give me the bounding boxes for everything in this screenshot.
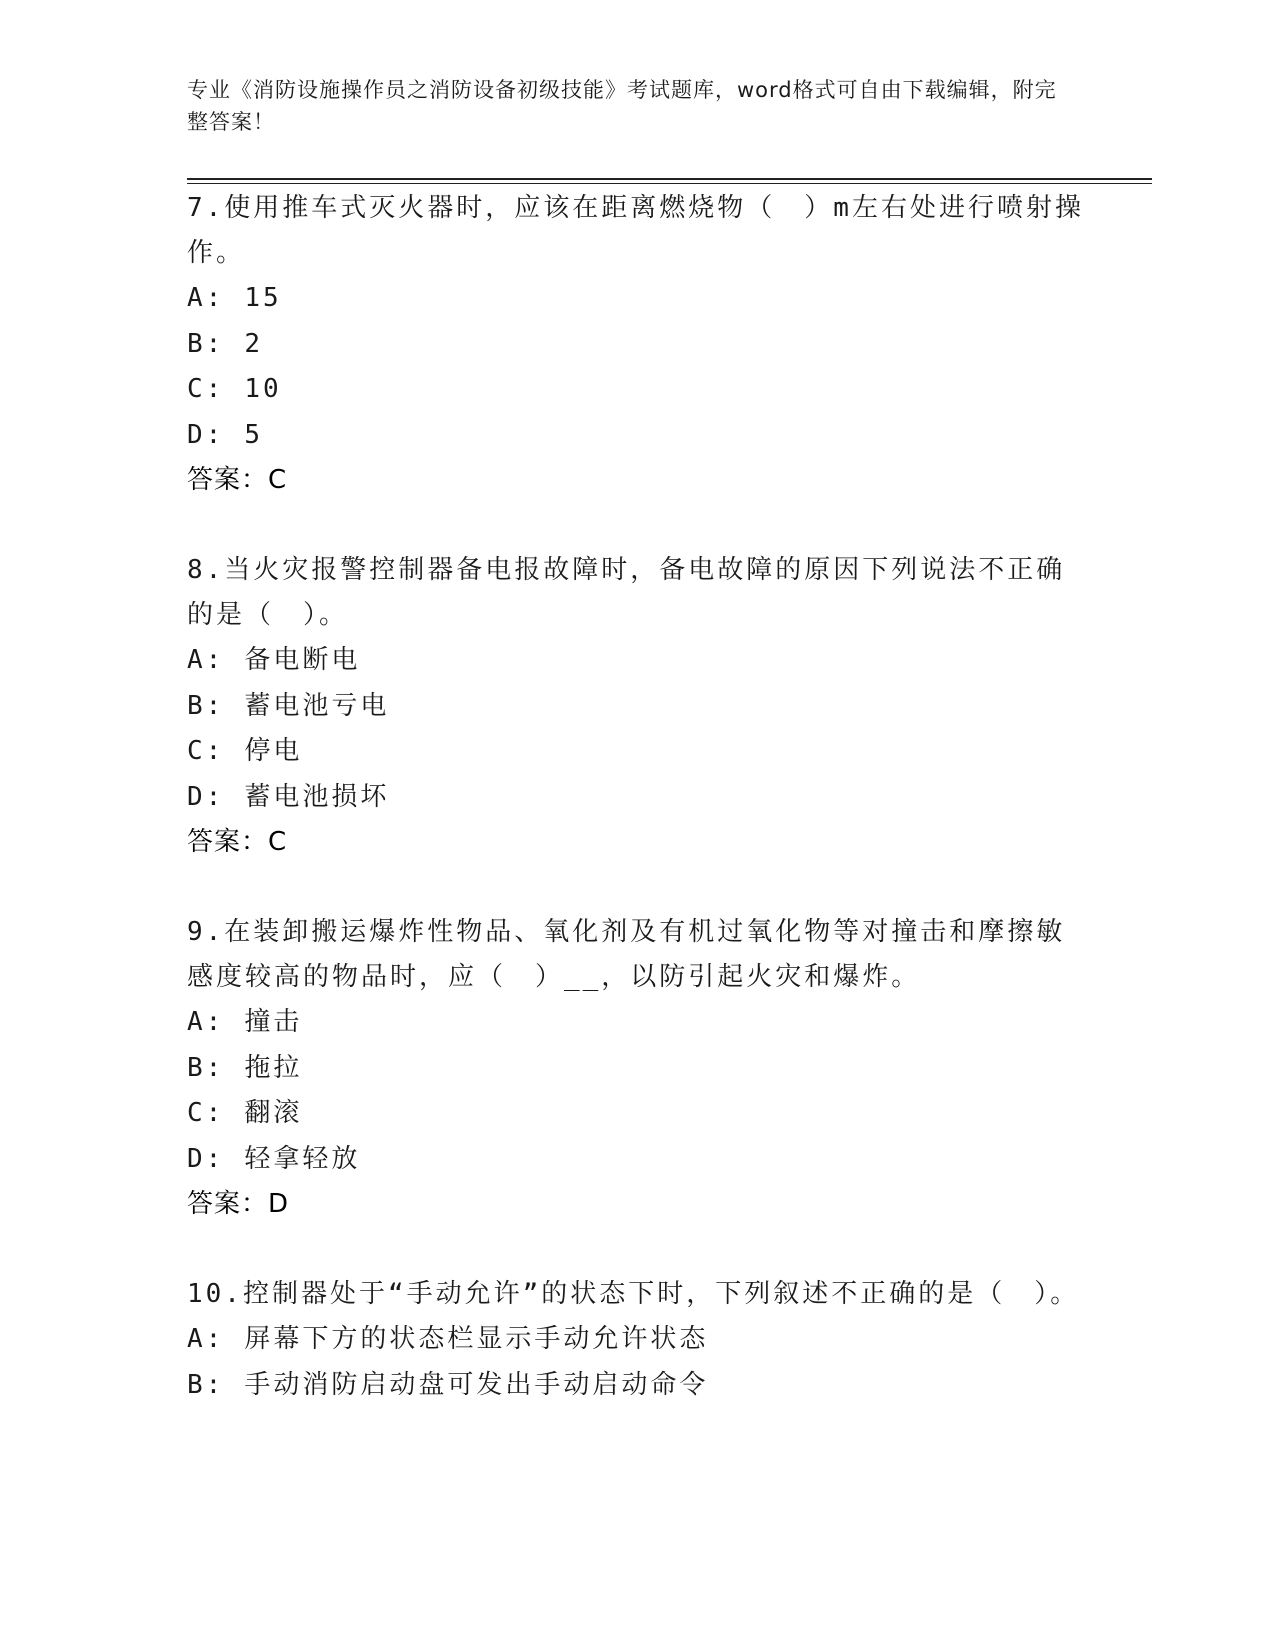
question-8 xyxy=(187,548,1087,865)
option-key: D: xyxy=(187,419,225,450)
option-a xyxy=(187,276,1087,322)
option-text: 拖拉 xyxy=(244,1052,303,1083)
option-c xyxy=(187,367,1087,413)
option-key: A: xyxy=(187,283,225,313)
option-b xyxy=(187,1363,1087,1409)
option-key: A: xyxy=(187,645,225,675)
question-stem: 8.当火灾报警控制器备电报故障时，备电故障的原因下列说法不正确的是（ ）。 xyxy=(187,555,1066,630)
header-divider-thick xyxy=(187,178,1152,180)
option-b xyxy=(187,1046,1087,1092)
option-text: 蓄电池亏电 xyxy=(244,690,390,721)
option-key: A: xyxy=(187,1324,225,1354)
header-divider-thin xyxy=(187,183,1152,184)
option-key: A: xyxy=(187,1007,225,1037)
answer-line: 答案：C xyxy=(187,465,288,495)
option-key: B: xyxy=(187,328,225,359)
answer-line: 答案：C xyxy=(187,827,288,857)
option-key: C: xyxy=(187,374,225,404)
option-d xyxy=(187,775,1087,821)
option-key: D: xyxy=(187,781,225,812)
option-text: 停电 xyxy=(244,736,303,766)
option-c xyxy=(187,1091,1087,1137)
option-a xyxy=(187,1000,1087,1046)
document-header: 专业《消防设施操作员之消防设备初级技能》考试题库，word格式可自由下载编辑，附完整答案！ xyxy=(187,78,1057,134)
option-c xyxy=(187,729,1087,775)
option-a xyxy=(187,638,1087,684)
option-a xyxy=(187,1317,1087,1363)
option-text: 蓄电池损坏 xyxy=(244,781,390,812)
option-text: 屏幕下方的状态栏显示手动允许状态 xyxy=(244,1324,709,1354)
option-key: C: xyxy=(187,1098,225,1128)
option-key: D: xyxy=(187,1143,225,1174)
answer-line: 答案：D xyxy=(187,1189,290,1219)
option-text: 10 xyxy=(244,374,282,404)
option-d xyxy=(187,1137,1087,1183)
option-text: 2 xyxy=(244,328,263,359)
option-key: B: xyxy=(187,1369,225,1400)
question-9 xyxy=(187,910,1087,1227)
question-7 xyxy=(187,186,1087,503)
option-key: C: xyxy=(187,736,225,766)
option-text: 5 xyxy=(244,419,263,450)
option-text: 翻滚 xyxy=(244,1098,303,1128)
option-text: 手动消防启动盘可发出手动启动命令 xyxy=(244,1369,709,1400)
question-10 xyxy=(187,1272,1087,1408)
question-stem: 7.使用推车式灭火器时，应该在距离燃烧物（ ）m左右处进行喷射操作。 xyxy=(187,193,1084,268)
option-key: B: xyxy=(187,1052,225,1083)
question-stem: 10.控制器处于“手动允许”的状态下时，下列叙述不正确的是（ ）。 xyxy=(187,1279,1080,1309)
option-b xyxy=(187,684,1087,730)
option-key: B: xyxy=(187,690,225,721)
option-d xyxy=(187,413,1087,459)
option-text: 撞击 xyxy=(244,1007,303,1037)
option-text: 15 xyxy=(244,283,282,313)
question-stem: 9.在装卸搬运爆炸性物品、氧化剂及有机过氧化物等对撞击和摩擦敏感度较高的物品时，应（ ）__，以防引起火灾和爆炸。 xyxy=(187,917,1066,992)
option-b xyxy=(187,322,1087,368)
option-text: 轻拿轻放 xyxy=(244,1143,361,1174)
option-text: 备电断电 xyxy=(244,645,361,675)
